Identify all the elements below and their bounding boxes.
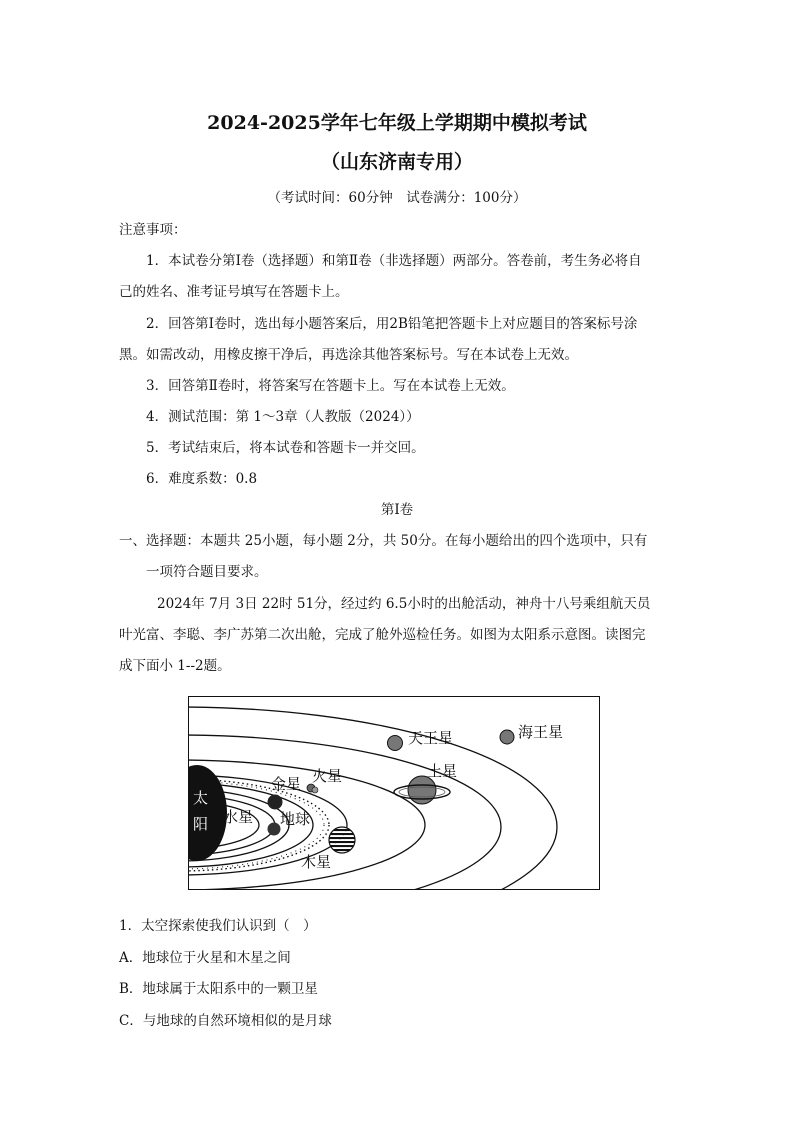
uranus	[388, 736, 403, 751]
note-3: 3．回答第Ⅱ卷时，将答案写在答题卡上。写在本试卷上无效。	[146, 378, 515, 394]
part-heading-line1: 一、选择题：本题共 25小题，每小题 2分，共 50分。在每小题给出的四个选项中，只有	[119, 533, 648, 549]
solar-system-svg	[189, 697, 599, 889]
label-jupiter: 木星	[301, 853, 332, 871]
sun-label-2: 阳	[193, 815, 209, 833]
label-saturn: 土星	[427, 762, 458, 780]
note-4: 4．测试范围：第 1～3章（人教版（2024））	[146, 409, 420, 425]
label-uranus: 天王星	[408, 729, 454, 747]
label-mercury: 水星	[223, 808, 254, 826]
question-1-option-c: C．与地球的自然环境相似的是月球	[119, 1013, 332, 1029]
passage-line3: 成下面小 1--2题。	[119, 658, 231, 674]
label-earth: 地球	[280, 810, 311, 828]
question-1-option-a: A．地球位于火星和木星之间	[119, 950, 291, 966]
notes-heading: 注意事项：	[119, 222, 187, 238]
saturn	[408, 776, 436, 804]
venus	[268, 795, 283, 810]
mars	[312, 787, 318, 793]
solar-system-diagram	[188, 696, 600, 890]
neptune	[500, 730, 514, 744]
note-1-line2: 己的姓名、准考证号填写在答题卡上。	[119, 284, 349, 300]
part-heading-line2: 一项符合题目要求。	[146, 564, 268, 580]
sun-label-1: 太	[193, 789, 209, 807]
volume-title: 第Ⅰ卷	[380, 502, 414, 518]
label-mars: 火星	[312, 767, 343, 785]
passage-line2: 叶光富、李聪、李广苏第二次出舱，完成了舱外巡检任务。如图为太阳系示意图。读图完	[119, 627, 646, 643]
note-1-line1: 1．本试卷分第Ⅰ卷（选择题）和第Ⅱ卷（非选择题）两部分。答卷前，考生务必将自	[146, 253, 642, 269]
label-neptune: 海王星	[518, 723, 564, 741]
exam-subtitle: （山东济南专用）	[320, 151, 473, 173]
question-1-stem: 1．太空探索使我们认识到（ ）	[119, 918, 317, 934]
note-5: 5．考试结束后，将本试卷和答题卡一并交回。	[146, 440, 425, 456]
sun	[189, 765, 227, 861]
note-2-line2: 黑。如需改动，用橡皮擦干净后，再选涂其他答案标号。写在本试卷上无效。	[119, 347, 578, 363]
question-1-option-b: B．地球属于太阳系中的一颗卫星	[119, 981, 318, 997]
exam-title: 2024-2025学年七年级上学期期中模拟考试	[207, 112, 587, 134]
mercury	[268, 823, 281, 836]
passage-line1: 2024年 7月 3日 22时 51分，经过约 6.5小时的出舱活动，神舟十八号乘组航天员	[157, 596, 651, 612]
note-6: 6．难度系数：0.8	[146, 471, 258, 487]
label-venus: 金星	[271, 775, 302, 793]
exam-info: （考试时间：60分钟 试卷满分：100分）	[267, 190, 527, 206]
jupiter	[329, 827, 355, 853]
note-2-line1: 2．回答第Ⅰ卷时，选出每小题答案后，用2B铅笔把答题卡上对应题目的答案标号涂	[146, 316, 638, 332]
